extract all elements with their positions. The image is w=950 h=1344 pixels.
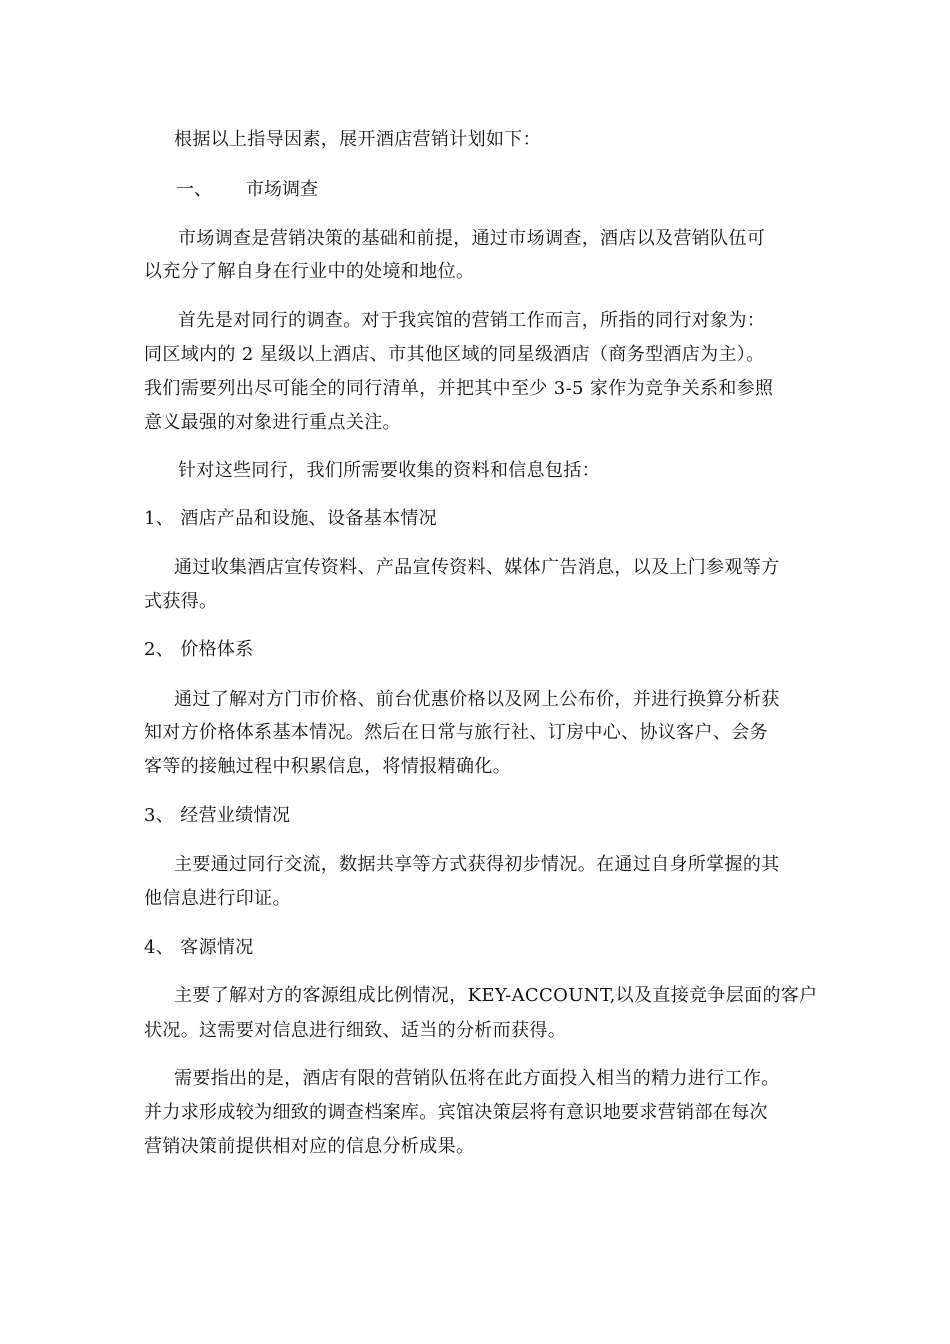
paragraph-line: 营销决策前提供相对应的信息分析成果。 — [144, 1136, 475, 1157]
paragraph-line: 首先是对同行的调查。对于我宾馆的营销工作而言，所指的同行对象为： — [178, 310, 766, 331]
paragraph-line: 针对这些同行，我们所需要收集的资料和信息包括： — [178, 460, 601, 481]
paragraph-line: 知对方价格体系基本情况。然后在日常与旅行社、订房中心、协议客户、会务 — [144, 722, 768, 743]
paragraph-line: 并力求形成较为细致的调查档案库。宾馆决策层将有意识地要求营销部在每次 — [144, 1102, 768, 1123]
paragraph-line: 同区域内的 2 星级以上酒店、市其他区域的同星级酒店（商务型酒店为主）。 — [144, 344, 765, 365]
paragraph-line: 客等的接触过程中积累信息，将情报精确化。 — [144, 756, 511, 777]
paragraph-line: 以充分了解自身在行业中的处境和地位。 — [144, 261, 475, 282]
list-item-title: 4、 客源情况 — [144, 937, 254, 958]
list-item-title: 1、 酒店产品和设施、设备基本情况 — [144, 508, 438, 529]
list-item-title: 2、 价格体系 — [144, 639, 254, 660]
paragraph-line: 通过了解对方门市价格、前台优惠价格以及网上公布价，并进行换算分析获 — [174, 689, 780, 710]
paragraph-line: 需要指出的是，酒店有限的营销队伍将在此方面投入相当的精力进行工作。 — [174, 1068, 780, 1089]
section-number: 一、 — [176, 179, 212, 200]
paragraph-line: 主要了解对方的客源组成比例情况，KEY-ACCOUNT,以及直接竞争层面的客户 — [174, 985, 818, 1006]
paragraph-line: 我们需要列出尽可能全的同行清单，并把其中至少 3-5 家作为竞争关系和参照 — [144, 378, 774, 399]
paragraph-line: 状况。这需要对信息进行细致、适当的分析而获得。 — [144, 1020, 567, 1041]
paragraph-line: 意义最强的对象进行重点关注。 — [144, 412, 401, 433]
list-item-title: 3、 经营业绩情况 — [144, 805, 291, 826]
paragraph-line: 市场调查是营销决策的基础和前提，通过市场调查，酒店以及营销队伍可 — [178, 228, 766, 249]
paragraph-line: 通过收集酒店宣传资料、产品宣传资料、媒体广告消息，以及上门参观等方 — [174, 557, 780, 578]
paragraph-line: 式获得。 — [144, 591, 218, 612]
section-title: 市场调查 — [246, 179, 318, 200]
paragraph-line: 主要通过同行交流，数据共享等方式获得初步情况。在通过自身所掌握的其 — [174, 854, 780, 875]
paragraph-line: 他信息进行印证。 — [144, 888, 291, 909]
intro-line: 根据以上指导因素，展开酒店营销计划如下： — [174, 129, 541, 150]
